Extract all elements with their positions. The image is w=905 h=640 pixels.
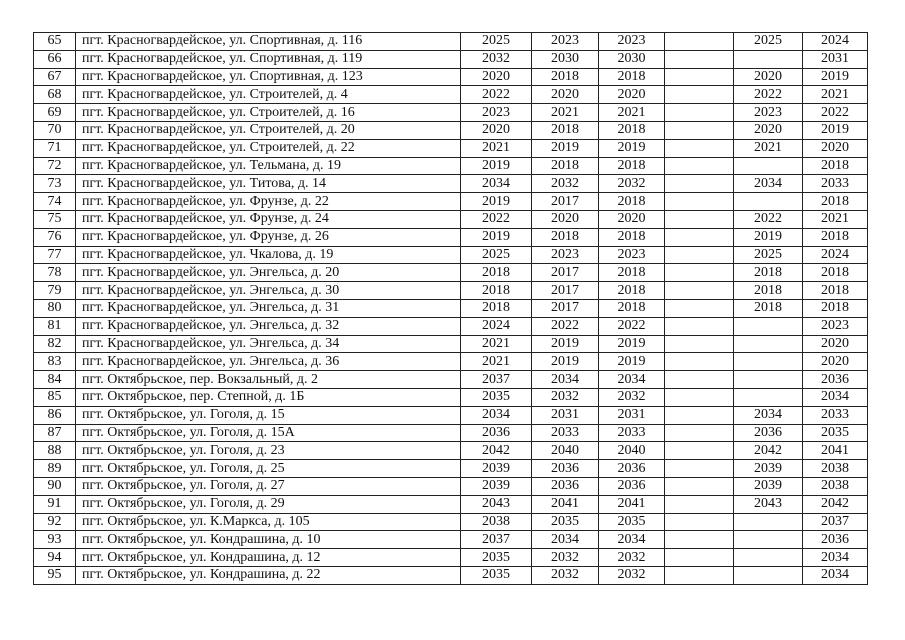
table-row — [34, 460, 868, 478]
year-cell-2: 2022 — [532, 317, 599, 335]
year-cell-5: 2023 — [734, 104, 803, 122]
table-row — [34, 531, 868, 549]
year-cell-6: 2018 — [803, 264, 868, 282]
row-number: 81 — [34, 317, 76, 335]
address-cell: пгт. Октябрьское, пер. Степной, д. 1Б — [76, 388, 461, 406]
year-cell-2: 2032 — [532, 566, 599, 584]
year-cell-1: 2020 — [461, 121, 532, 139]
year-cell-3: 2018 — [599, 282, 665, 300]
table-row — [34, 33, 868, 51]
year-cell-3: 2019 — [599, 353, 665, 371]
year-cell-1: 2039 — [461, 477, 532, 495]
address-cell: пгт. Красногвардейское, ул. Тельмана, д. 19 — [76, 157, 461, 175]
year-cell-1: 2025 — [461, 246, 532, 264]
row-number: 65 — [34, 33, 76, 51]
address-cell: пгт. Красногвардейское, ул. Энгельса, д. 36 — [76, 353, 461, 371]
year-cell-3: 2036 — [599, 477, 665, 495]
table-row — [34, 477, 868, 495]
address-cell: пгт. Красногвардейское, ул. Строителей, д. 4 — [76, 86, 461, 104]
year-cell-5 — [734, 513, 803, 531]
year-cell-2: 2036 — [532, 460, 599, 478]
year-cell-5: 2021 — [734, 139, 803, 157]
year-cell-2: 2018 — [532, 121, 599, 139]
year-cell-3: 2032 — [599, 388, 665, 406]
year-cell-3: 2018 — [599, 157, 665, 175]
year-cell-3: 2018 — [599, 121, 665, 139]
table-row — [34, 104, 868, 122]
year-cell-2: 2035 — [532, 513, 599, 531]
address-cell: пгт. Октябрьское, ул. Гоголя, д. 29 — [76, 495, 461, 513]
year-cell-2: 2032 — [532, 388, 599, 406]
year-cell-2: 2032 — [532, 549, 599, 567]
table-row — [34, 495, 868, 513]
row-number: 77 — [34, 246, 76, 264]
row-number: 74 — [34, 193, 76, 211]
year-cell-2: 2018 — [532, 68, 599, 86]
year-cell-5 — [734, 317, 803, 335]
year-cell-2: 2041 — [532, 495, 599, 513]
year-cell-6: 2018 — [803, 157, 868, 175]
year-cell-6: 2042 — [803, 495, 868, 513]
address-cell: пгт. Красногвардейское, ул. Спортивная, д. 119 — [76, 50, 461, 68]
year-cell-6: 2033 — [803, 406, 868, 424]
year-cell-6: 2036 — [803, 371, 868, 389]
year-cell-2: 2032 — [532, 175, 599, 193]
row-number: 71 — [34, 139, 76, 157]
row-number: 75 — [34, 210, 76, 228]
year-cell-6: 2034 — [803, 549, 868, 567]
year-cell-3: 2023 — [599, 33, 665, 51]
year-cell-5 — [734, 371, 803, 389]
row-number: 72 — [34, 157, 76, 175]
year-cell-1: 2035 — [461, 566, 532, 584]
address-cell: пгт. Октябрьское, пер. Вокзальный, д. 2 — [76, 371, 461, 389]
address-cell: пгт. Красногвардейское, ул. Энгельса, д. 34 — [76, 335, 461, 353]
year-cell-6: 2022 — [803, 104, 868, 122]
year-cell-1: 2037 — [461, 371, 532, 389]
year-cell-4 — [665, 139, 734, 157]
year-cell-6: 2020 — [803, 139, 868, 157]
year-cell-4 — [665, 33, 734, 51]
year-cell-2: 2031 — [532, 406, 599, 424]
address-cell: пгт. Октябрьское, ул. Гоголя, д. 25 — [76, 460, 461, 478]
year-cell-5 — [734, 566, 803, 584]
year-cell-6: 2018 — [803, 228, 868, 246]
year-cell-1: 2037 — [461, 531, 532, 549]
year-cell-1: 2018 — [461, 299, 532, 317]
table-row — [34, 175, 868, 193]
year-cell-1: 2019 — [461, 193, 532, 211]
year-cell-2: 2023 — [532, 33, 599, 51]
year-cell-4 — [665, 68, 734, 86]
year-cell-6: 2035 — [803, 424, 868, 442]
year-cell-4 — [665, 566, 734, 584]
row-number: 93 — [34, 531, 76, 549]
year-cell-5: 2022 — [734, 210, 803, 228]
year-cell-1: 2018 — [461, 264, 532, 282]
address-cell: пгт. Красногвардейское, ул. Строителей, д. 22 — [76, 139, 461, 157]
year-cell-5: 2042 — [734, 442, 803, 460]
year-cell-6: 2023 — [803, 317, 868, 335]
year-cell-2: 2034 — [532, 531, 599, 549]
address-cell: пгт. Красногвардейское, ул. Спортивная, д. 123 — [76, 68, 461, 86]
year-cell-1: 2021 — [461, 335, 532, 353]
year-cell-2: 2040 — [532, 442, 599, 460]
year-cell-5: 2025 — [734, 246, 803, 264]
row-number: 94 — [34, 549, 76, 567]
year-cell-2: 2021 — [532, 104, 599, 122]
address-cell: пгт. Октябрьское, ул. Кондрашина, д. 10 — [76, 531, 461, 549]
table-row — [34, 317, 868, 335]
table-row — [34, 264, 868, 282]
year-cell-3: 2041 — [599, 495, 665, 513]
year-cell-3: 2018 — [599, 228, 665, 246]
year-cell-1: 2025 — [461, 33, 532, 51]
year-cell-6: 2024 — [803, 33, 868, 51]
year-cell-2: 2020 — [532, 210, 599, 228]
table-row — [34, 371, 868, 389]
row-number: 85 — [34, 388, 76, 406]
address-cell: пгт. Красногвардейское, ул. Строителей, д. 20 — [76, 121, 461, 139]
year-cell-1: 2020 — [461, 68, 532, 86]
year-cell-6: 2024 — [803, 246, 868, 264]
row-number: 69 — [34, 104, 76, 122]
year-cell-5: 2019 — [734, 228, 803, 246]
year-cell-6: 2018 — [803, 282, 868, 300]
address-cell: пгт. Красногвардейское, ул. Фрунзе, д. 22 — [76, 193, 461, 211]
table-row — [34, 566, 868, 584]
year-cell-1: 2032 — [461, 50, 532, 68]
year-cell-5: 2022 — [734, 86, 803, 104]
year-cell-1: 2036 — [461, 424, 532, 442]
year-cell-5 — [734, 193, 803, 211]
table-row — [34, 121, 868, 139]
year-cell-3: 2021 — [599, 104, 665, 122]
year-cell-2: 2017 — [532, 264, 599, 282]
year-cell-3: 2022 — [599, 317, 665, 335]
table-row — [34, 442, 868, 460]
year-cell-5 — [734, 353, 803, 371]
year-cell-5: 2036 — [734, 424, 803, 442]
row-number: 91 — [34, 495, 76, 513]
year-cell-3: 2030 — [599, 50, 665, 68]
year-cell-6: 2020 — [803, 335, 868, 353]
year-cell-2: 2018 — [532, 157, 599, 175]
row-number: 76 — [34, 228, 76, 246]
row-number: 89 — [34, 460, 76, 478]
year-cell-3: 2033 — [599, 424, 665, 442]
year-cell-3: 2035 — [599, 513, 665, 531]
year-cell-5 — [734, 388, 803, 406]
address-cell: пгт. Красногвардейское, ул. Фрунзе, д. 26 — [76, 228, 461, 246]
year-cell-4 — [665, 353, 734, 371]
year-cell-6: 2036 — [803, 531, 868, 549]
year-cell-2: 2017 — [532, 193, 599, 211]
year-cell-5: 2020 — [734, 68, 803, 86]
year-cell-4 — [665, 86, 734, 104]
year-cell-2: 2017 — [532, 299, 599, 317]
year-cell-1: 2019 — [461, 228, 532, 246]
year-cell-5: 2039 — [734, 460, 803, 478]
year-cell-3: 2034 — [599, 371, 665, 389]
year-cell-1: 2021 — [461, 353, 532, 371]
year-cell-6: 2041 — [803, 442, 868, 460]
table-row — [34, 513, 868, 531]
year-cell-4 — [665, 442, 734, 460]
year-cell-2: 2030 — [532, 50, 599, 68]
year-cell-5: 2039 — [734, 477, 803, 495]
row-number: 67 — [34, 68, 76, 86]
year-cell-6: 2021 — [803, 210, 868, 228]
row-number: 80 — [34, 299, 76, 317]
year-cell-3: 2019 — [599, 335, 665, 353]
year-cell-4 — [665, 335, 734, 353]
year-cell-4 — [665, 264, 734, 282]
year-cell-4 — [665, 228, 734, 246]
year-cell-3: 2018 — [599, 264, 665, 282]
table-row — [34, 139, 868, 157]
row-number: 84 — [34, 371, 76, 389]
year-cell-4 — [665, 460, 734, 478]
year-cell-6: 2021 — [803, 86, 868, 104]
table-row — [34, 210, 868, 228]
row-number: 66 — [34, 50, 76, 68]
year-cell-3: 2023 — [599, 246, 665, 264]
year-cell-3: 2032 — [599, 566, 665, 584]
row-number: 95 — [34, 566, 76, 584]
row-number: 82 — [34, 335, 76, 353]
address-cell: пгт. Красногвардейское, ул. Энгельса, д. 31 — [76, 299, 461, 317]
year-cell-5 — [734, 335, 803, 353]
year-cell-6: 2019 — [803, 121, 868, 139]
year-cell-2: 2020 — [532, 86, 599, 104]
year-cell-5: 2018 — [734, 299, 803, 317]
year-cell-2: 2019 — [532, 139, 599, 157]
year-cell-4 — [665, 50, 734, 68]
address-cell: пгт. Красногвардейское, ул. Титова, д. 14 — [76, 175, 461, 193]
year-cell-5: 2020 — [734, 121, 803, 139]
year-cell-1: 2024 — [461, 317, 532, 335]
address-cell: пгт. Красногвардейское, ул. Строителей, д. 16 — [76, 104, 461, 122]
row-number: 70 — [34, 121, 76, 139]
table-row — [34, 282, 868, 300]
year-cell-2: 2017 — [532, 282, 599, 300]
year-cell-6: 2037 — [803, 513, 868, 531]
year-cell-4 — [665, 282, 734, 300]
table-row — [34, 388, 868, 406]
year-cell-6: 2034 — [803, 388, 868, 406]
year-cell-5: 2034 — [734, 406, 803, 424]
year-cell-2: 2033 — [532, 424, 599, 442]
year-cell-1: 2035 — [461, 388, 532, 406]
year-cell-4 — [665, 531, 734, 549]
address-cell: пгт. Октябрьское, ул. Гоголя, д. 23 — [76, 442, 461, 460]
year-cell-1: 2034 — [461, 175, 532, 193]
address-cell: пгт. Октябрьское, ул. Гоголя, д. 15 — [76, 406, 461, 424]
address-cell: пгт. Красногвардейское, ул. Энгельса, д. 20 — [76, 264, 461, 282]
address-cell: пгт. Красногвардейское, ул. Энгельса, д. 30 — [76, 282, 461, 300]
year-cell-4 — [665, 388, 734, 406]
year-cell-4 — [665, 246, 734, 264]
table-row — [34, 299, 868, 317]
year-cell-5: 2018 — [734, 282, 803, 300]
year-cell-5 — [734, 157, 803, 175]
row-number: 86 — [34, 406, 76, 424]
year-cell-2: 2023 — [532, 246, 599, 264]
year-cell-4 — [665, 299, 734, 317]
year-cell-2: 2036 — [532, 477, 599, 495]
year-cell-2: 2019 — [532, 335, 599, 353]
address-cell: пгт. Красногвардейское, ул. Энгельса, д. 32 — [76, 317, 461, 335]
year-cell-3: 2036 — [599, 460, 665, 478]
year-cell-1: 2039 — [461, 460, 532, 478]
table-row — [34, 86, 868, 104]
year-cell-3: 2031 — [599, 406, 665, 424]
year-cell-3: 2020 — [599, 210, 665, 228]
year-cell-3: 2018 — [599, 193, 665, 211]
year-cell-1: 2023 — [461, 104, 532, 122]
year-cell-6: 2038 — [803, 477, 868, 495]
year-cell-6: 2034 — [803, 566, 868, 584]
year-cell-6: 2020 — [803, 353, 868, 371]
year-cell-3: 2019 — [599, 139, 665, 157]
year-cell-3: 2034 — [599, 531, 665, 549]
address-cell: пгт. Красногвардейское, ул. Фрунзе, д. 24 — [76, 210, 461, 228]
year-cell-4 — [665, 406, 734, 424]
address-cell: пгт. Красногвардейское, ул. Спортивная, д. 116 — [76, 33, 461, 51]
table-body — [34, 33, 868, 585]
year-cell-5: 2043 — [734, 495, 803, 513]
year-cell-1: 2022 — [461, 210, 532, 228]
row-number: 83 — [34, 353, 76, 371]
year-cell-5 — [734, 50, 803, 68]
row-number: 78 — [34, 264, 76, 282]
address-cell: пгт. Красногвардейское, ул. Чкалова, д. 19 — [76, 246, 461, 264]
year-cell-4 — [665, 424, 734, 442]
year-cell-6: 2031 — [803, 50, 868, 68]
year-cell-1: 2043 — [461, 495, 532, 513]
table-row — [34, 549, 868, 567]
row-number: 92 — [34, 513, 76, 531]
year-cell-1: 2035 — [461, 549, 532, 567]
year-cell-4 — [665, 193, 734, 211]
year-cell-6: 2038 — [803, 460, 868, 478]
table-row — [34, 335, 868, 353]
row-number: 88 — [34, 442, 76, 460]
table-row — [34, 406, 868, 424]
year-cell-2: 2018 — [532, 228, 599, 246]
address-cell: пгт. Октябрьское, ул. Кондрашина, д. 12 — [76, 549, 461, 567]
year-cell-4 — [665, 157, 734, 175]
year-cell-5: 2034 — [734, 175, 803, 193]
year-cell-3: 2018 — [599, 299, 665, 317]
year-cell-4 — [665, 513, 734, 531]
year-cell-4 — [665, 121, 734, 139]
year-cell-2: 2034 — [532, 371, 599, 389]
table-row — [34, 353, 868, 371]
table-row — [34, 246, 868, 264]
row-number: 73 — [34, 175, 76, 193]
table-row — [34, 50, 868, 68]
row-number: 79 — [34, 282, 76, 300]
year-cell-1: 2021 — [461, 139, 532, 157]
year-cell-3: 2018 — [599, 68, 665, 86]
year-cell-1: 2022 — [461, 86, 532, 104]
year-cell-6: 2019 — [803, 68, 868, 86]
address-cell: пгт. Октябрьское, ул. Гоголя, д. 27 — [76, 477, 461, 495]
year-cell-4 — [665, 104, 734, 122]
year-cell-6: 2018 — [803, 299, 868, 317]
address-cell: пгт. Октябрьское, ул. К.Маркса, д. 105 — [76, 513, 461, 531]
table-row — [34, 424, 868, 442]
year-cell-5 — [734, 531, 803, 549]
year-cell-4 — [665, 495, 734, 513]
row-number: 87 — [34, 424, 76, 442]
year-cell-1: 2034 — [461, 406, 532, 424]
address-cell: пгт. Октябрьское, ул. Кондрашина, д. 22 — [76, 566, 461, 584]
row-number: 90 — [34, 477, 76, 495]
year-cell-4 — [665, 549, 734, 567]
year-cell-3: 2020 — [599, 86, 665, 104]
year-cell-1: 2042 — [461, 442, 532, 460]
year-cell-3: 2040 — [599, 442, 665, 460]
year-cell-4 — [665, 175, 734, 193]
year-cell-2: 2019 — [532, 353, 599, 371]
year-cell-3: 2032 — [599, 175, 665, 193]
table-row — [34, 68, 868, 86]
year-cell-1: 2019 — [461, 157, 532, 175]
year-cell-5 — [734, 549, 803, 567]
address-cell: пгт. Октябрьское, ул. Гоголя, д. 15А — [76, 424, 461, 442]
table-row — [34, 228, 868, 246]
year-cell-6: 2033 — [803, 175, 868, 193]
year-cell-5: 2018 — [734, 264, 803, 282]
year-cell-3: 2032 — [599, 549, 665, 567]
year-cell-4 — [665, 371, 734, 389]
table-row — [34, 193, 868, 211]
schedule-table — [33, 32, 868, 585]
year-cell-4 — [665, 317, 734, 335]
year-cell-1: 2018 — [461, 282, 532, 300]
year-cell-4 — [665, 210, 734, 228]
year-cell-1: 2038 — [461, 513, 532, 531]
table-row — [34, 157, 868, 175]
year-cell-6: 2018 — [803, 193, 868, 211]
year-cell-4 — [665, 477, 734, 495]
year-cell-5: 2025 — [734, 33, 803, 51]
row-number: 68 — [34, 86, 76, 104]
